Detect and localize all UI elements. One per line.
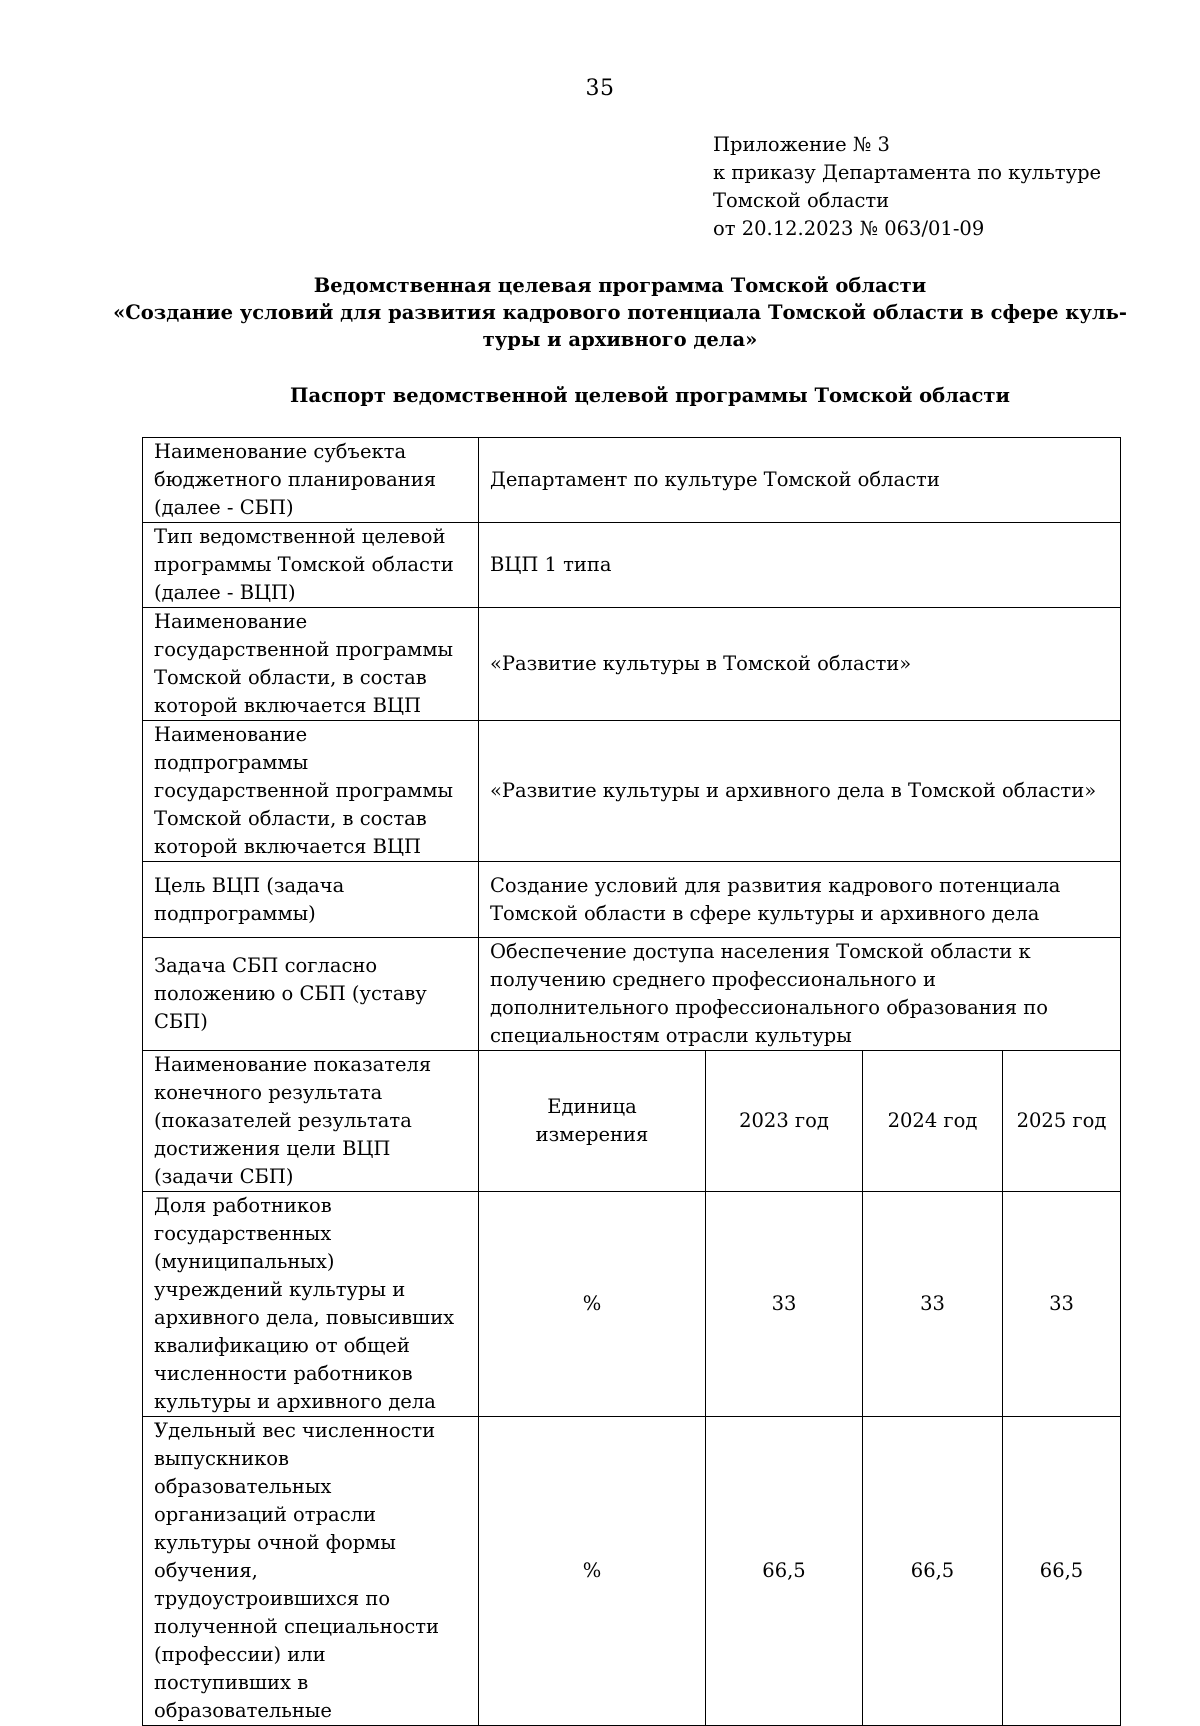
row-label: Задача СБП согласно положению о СБП (уставу СБП) (143, 938, 479, 1051)
passport-table (142, 437, 1121, 1726)
passport-title: Паспорт ведомственной целевой программы Томской области (290, 384, 1010, 407)
row-value: Обеспечение доступа населения Томской области к получению среднего профессионального и дополнительного профессионального образования по специальностям отрасли культуры (479, 938, 1121, 1051)
document-title (110, 272, 1130, 353)
indicator-unit: % (479, 1192, 706, 1417)
row-label: Наименование государственной программы Томской области, в состав которой включается ВЦП (143, 608, 479, 721)
row-label: Цель ВЦП (задача подпрограммы) (143, 862, 479, 938)
indicators-header-row (143, 1051, 1121, 1192)
unit-header: Единица измерения (479, 1051, 706, 1192)
indicator-unit: % (479, 1417, 706, 1726)
page-number: 35 (585, 76, 615, 101)
indicator-value: 33 (1003, 1192, 1121, 1417)
indicator-value: 33 (706, 1192, 863, 1417)
title-line: «Создание условий для развития кадрового потенциала Томской области в сфере куль- (113, 301, 1127, 324)
row-label: Тип ведомственной целевой программы Томской области (далее - ВЦП) (143, 523, 479, 608)
indicator-label: Доля работников государственных (муниципальных) учреждений культуры и архивного дела, повысивших квалификацию от общей численности работников культуры и архивного дела (143, 1192, 479, 1417)
table-row (143, 608, 1121, 721)
appendix-line: от 20.12.2023 № 063/01-09 (713, 217, 985, 240)
row-label: Наименование субъекта бюджетного планирования (далее - СБП) (143, 438, 479, 523)
table-row (143, 523, 1121, 608)
table-row (143, 721, 1121, 862)
indicator-header-label: Наименование показателя конечного результата (показателей результата достижения цели ВЦП (задачи СБП) (143, 1051, 479, 1192)
indicator-row (143, 1192, 1121, 1417)
row-value: ВЦП 1 типа (479, 523, 1121, 608)
indicator-value: 66,5 (863, 1417, 1003, 1726)
indicator-row (143, 1417, 1121, 1726)
appendix-line: к приказу Департамента по культуре (713, 161, 1102, 184)
table-row (143, 938, 1121, 1051)
indicator-value: 66,5 (1003, 1417, 1121, 1726)
row-label: Наименование подпрограммы государственной программы Томской области, в состав которой включается ВЦП (143, 721, 479, 862)
year-header: 2025 год (1003, 1051, 1121, 1192)
indicator-label: Удельный вес численности выпускников образовательных организаций отрасли культуры очной формы обучения, трудоустроившихся по полученной специальности (профессии) или поступивших в образовательные (143, 1417, 479, 1726)
indicator-value: 66,5 (706, 1417, 863, 1726)
title-line: туры и архивного дела» (482, 328, 758, 351)
row-value: «Развитие культуры в Томской области» (479, 608, 1121, 721)
appendix-block (713, 131, 1101, 243)
indicator-value: 33 (863, 1192, 1003, 1417)
year-header: 2024 год (863, 1051, 1003, 1192)
table-row (143, 438, 1121, 523)
row-value: Департамент по культуре Томской области (479, 438, 1121, 523)
row-value: Создание условий для развития кадрового потенциала Томской области в сфере культуры и архивного дела (479, 862, 1121, 938)
appendix-line: Приложение № 3 (713, 133, 890, 156)
row-value: «Развитие культуры и архивного дела в Томской области» (479, 721, 1121, 862)
title-line: Ведомственная целевая программа Томской области (313, 274, 927, 297)
year-header: 2023 год (706, 1051, 863, 1192)
table-row (143, 862, 1121, 938)
appendix-line: Томской области (713, 189, 890, 212)
